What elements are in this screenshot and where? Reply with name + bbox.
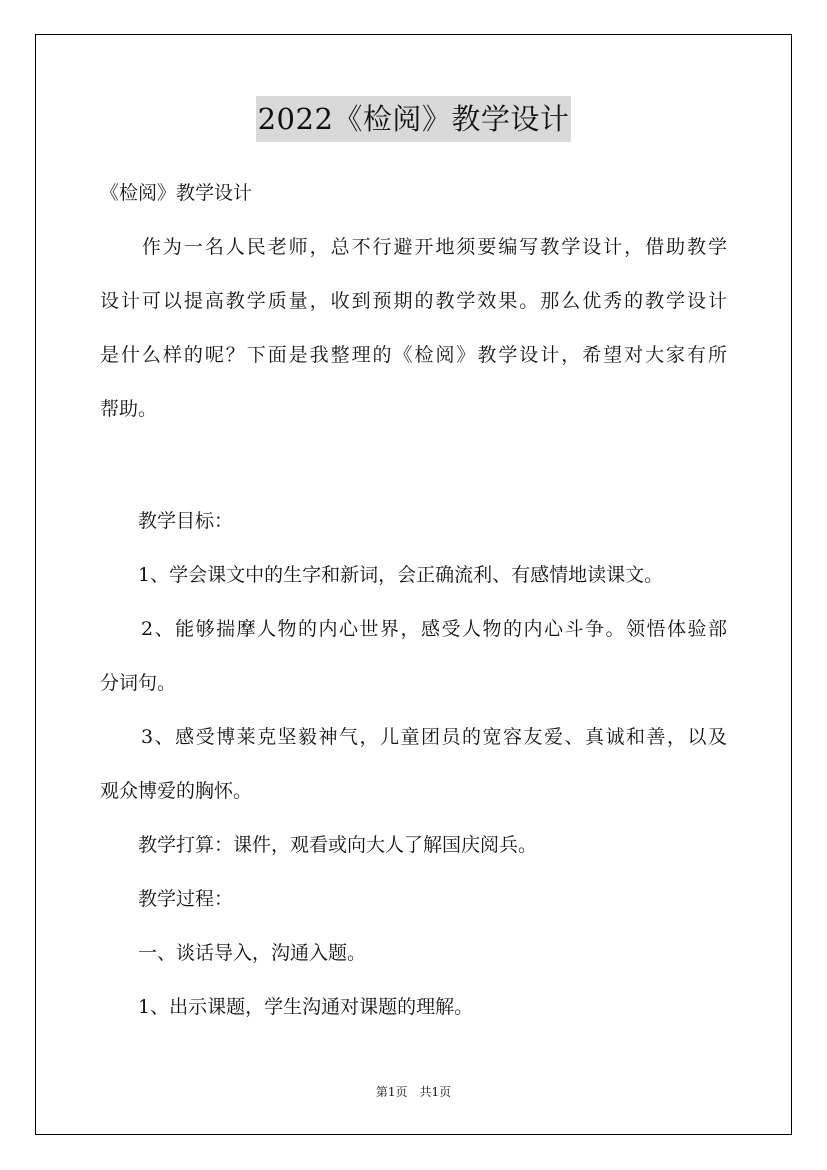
step-1-1: 1、出示课题，学生沟通对课题的理解。 xyxy=(100,996,474,1018)
objectives-heading: 教学目标： xyxy=(100,510,234,532)
intro-line-2: 设计可以提高教学质量，收到预期的教学效果。那么优秀的教学设计 xyxy=(100,290,727,312)
intro-line-4: 帮助。 xyxy=(100,398,158,420)
objective-3-line-2: 观众博爱的胸怀。 xyxy=(100,780,253,802)
document-subtitle: 《检阅》教学设计 xyxy=(100,182,253,204)
intro-line-3: 是什么样的呢？下面是我整理的《检阅》教学设计，希望对大家有所 xyxy=(100,344,727,366)
page-footer: 第1页 共1页 xyxy=(375,1085,452,1099)
title-area xyxy=(0,96,827,142)
objective-2-line-1: 2、能够揣摩人物的内心世界，感受人物的内心斗争。领悟体验部 xyxy=(100,618,727,640)
objective-2-line-2: 分词句。 xyxy=(100,672,177,694)
objective-1: 1、学会课文中的生字和新词，会正确流利、有感情地读课文。 xyxy=(100,564,664,586)
intro-line-1: 作为一名人民老师，总不行避开地须要编写教学设计，借助教学 xyxy=(100,236,727,258)
objective-3-line-1: 3、感受博莱克坚毅神气，儿童团员的宽容友爱、真诚和善，以及 xyxy=(100,726,727,748)
document-title: 2022《检阅》教学设计 xyxy=(256,96,572,142)
step-1: 一、谈话导入，沟通入题。 xyxy=(100,942,367,964)
teaching-preparation: 教学打算：课件，观看或向大人了解国庆阅兵。 xyxy=(100,834,538,856)
process-heading: 教学过程： xyxy=(100,888,234,910)
